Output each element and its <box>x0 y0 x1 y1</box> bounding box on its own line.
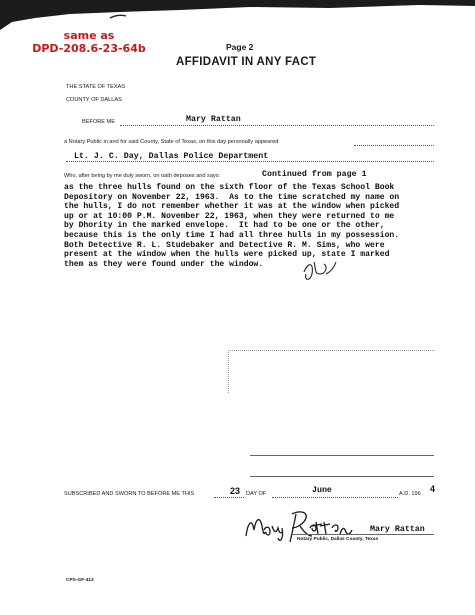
before-me-line <box>120 125 434 126</box>
jurat-month-line <box>272 497 398 498</box>
jurat-month: June <box>312 486 332 495</box>
affidavit-title: AFFIDAVIT IN ANY FACT <box>176 56 317 68</box>
jurat-ad-label: A.D. 196 <box>399 491 421 497</box>
blank-line-2 <box>250 476 434 477</box>
page-label: Page 2 <box>226 42 254 52</box>
annotation-line-1: same as <box>63 29 115 42</box>
notary-signature-line <box>292 534 434 535</box>
notary-caption: Notary Public, Dallas County, Texas <box>297 537 379 542</box>
affidavit-body-text: as the three hulls found on the sixth floor of the Texas School Book Depository on November 22, 1963. As to the time scratched my name on the hulls, I do not remember whether it was at the window when picked up or at 10:00 P.M. November 22, 1963, when they were returned to me by Dhority in the marked envelope. It had to be one or the other, because this is the only time I had all three hulls in my possession. Both Detective R. L. Studebaker and Detective R. M. Sims, who were present at the window when the hulls were picked up, state I marked them as they were found under the window. <box>64 183 400 269</box>
jurat-year-digit: 4 <box>430 484 436 494</box>
affiant-initials-signature <box>300 258 340 280</box>
notary-statement: a Notary Public in and for said County, State of Texas, on this day personally appeared <box>64 139 279 145</box>
notary-statement-line <box>354 145 434 146</box>
affiant-name: Lt. J. C. Day, Dallas Police Department <box>74 152 269 161</box>
jurat-day-line <box>214 497 244 498</box>
state-line: THE STATE OF TEXAS <box>66 84 126 90</box>
faint-stamp-box <box>228 350 435 393</box>
blank-line-1 <box>250 455 434 456</box>
jurat-prefix: SUBSCRIBED AND SWORN TO BEFORE ME THIS <box>64 491 195 497</box>
handwritten-annotation <box>14 30 164 55</box>
continued-from-note: Continued from page 1 <box>262 170 367 179</box>
sworn-statement-label: Who, after being by me duly sworn, on oath deposes and says: <box>64 173 221 179</box>
jurat-day: 23 <box>230 486 241 496</box>
annotation-line-2: DPD-208.6-23-64b <box>32 42 146 55</box>
before-me-label: BEFORE ME <box>82 119 115 125</box>
county-line: COUNTY OF DALLAS <box>66 97 122 103</box>
notary-typed-signature: Mary Rattan <box>370 525 425 534</box>
notary-typed-name: Mary Rattan <box>186 115 241 124</box>
affiant-line <box>66 161 434 162</box>
scan-edge-artifact <box>0 0 475 30</box>
jurat-day-of-label: DAY OF <box>246 491 267 497</box>
form-number: CPS-GF-413 <box>66 578 94 583</box>
